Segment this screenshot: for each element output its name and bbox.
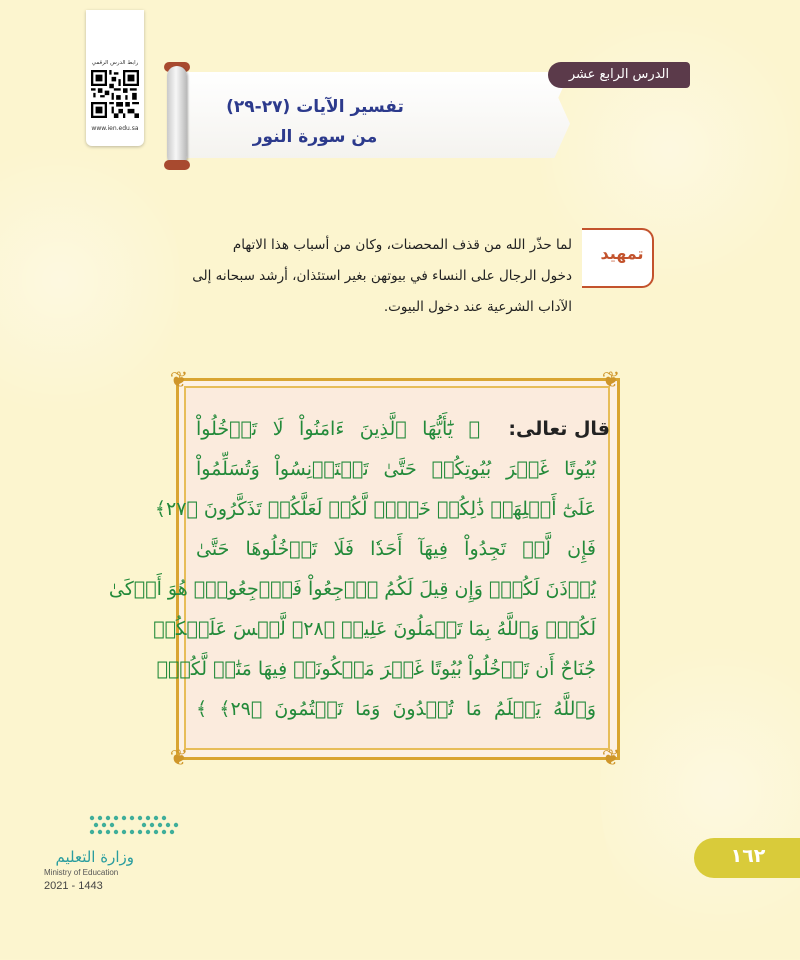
scroll-rod-cap bbox=[164, 160, 190, 170]
ministry-name-en: Ministry of Education bbox=[44, 868, 119, 877]
page-number: ١٦٢ bbox=[730, 845, 766, 867]
verse-line: ﴿ يَٰٓأَيُّهَا ٱلَّذِينَ ءَامَنُواْ لَا تَدۡخُلُواْ bbox=[196, 418, 480, 440]
ornament-corner-icon: ❦ bbox=[601, 746, 621, 771]
verse-frame-inner bbox=[108, 386, 610, 750]
intro-line: لما حذّر الله من قذف المحصنات، وكان من أسباب هذا الاتهام bbox=[232, 237, 572, 253]
verse-line: بُيُوتًا غَيۡرَ بُيُوتِكُمۡ حَتَّىٰ تَسۡتَأۡنِسُواْ وَتُسَلِّمُواْ bbox=[196, 458, 596, 480]
verse-lead: قال تعالى: bbox=[508, 418, 610, 440]
lesson-title bbox=[200, 92, 430, 152]
verse-line: يُؤۡذَنَ لَكُمۡۖ وَإِن قِيلَ لَكُمُ ٱرۡجِعُواْ فَٱرۡجِعُواْۖ هُوَ أَزۡكَىٰ bbox=[108, 578, 596, 600]
qr-code-icon[interactable] bbox=[91, 70, 139, 118]
verse-line: جُنَاحٌ أَن تَدۡخُلُواْ بُيُوتًا غَيۡرَ مَسۡكُونَةٖ فِيهَا مَتَٰعٞ لَّكُمۡۚ bbox=[156, 658, 596, 680]
intro-line: الآداب الشرعية عند دخول البيوت. bbox=[383, 299, 572, 315]
background-ornament bbox=[540, 0, 800, 300]
verse-line: وَٱللَّهُ يَعۡلَمُ مَا تُبۡدُونَ وَمَا تَكۡتُمُونَ ﴿٢٩﴾ ﴾ bbox=[196, 698, 596, 720]
lesson-title-line1: تفسير الآيات (٢٧-٢٩) bbox=[226, 97, 404, 117]
verse-line: لَكُمۡۚ وَٱللَّهُ بِمَا تَعۡمَلُونَ عَلِيمٞ ﴿٢٨﴾ لَّيۡسَ عَلَيۡكُمۡ bbox=[153, 618, 596, 640]
scroll-rod bbox=[167, 66, 187, 166]
lesson-title-line2: من سورة النور bbox=[252, 127, 378, 147]
intro-paragraph bbox=[126, 230, 572, 323]
academic-year: 2021 - 1443 bbox=[44, 880, 103, 892]
qr-card[interactable] bbox=[86, 10, 144, 146]
lesson-badge: الدرس الرابع عشر bbox=[548, 62, 690, 88]
verse-line: فَإِن لَّمۡ تَجِدُواْ فِيهَآ أَحَدٗا فَلَا تَدۡخُلُوهَا حَتَّىٰ bbox=[196, 538, 596, 560]
ornament-corner-icon: ❦ bbox=[601, 368, 621, 393]
qr-url[interactable]: www.ien.edu.sa bbox=[91, 125, 139, 132]
qr-caption: رابط الدرس الرقمي bbox=[91, 60, 139, 66]
intro-label: تمهيد bbox=[600, 244, 644, 263]
ornament-corner-icon: ❦ bbox=[169, 368, 189, 393]
ministry-name-ar: وزارة التعليم bbox=[55, 848, 134, 866]
verse-line: عَلَىٰٓ أَهۡلِهَاۚ ذَٰلِكُمۡ خَيۡرٞ لَّكُمۡ لَعَلَّكُمۡ تَذَكَّرُونَ ﴿٢٧﴾ bbox=[154, 498, 596, 520]
ornament-corner-icon: ❦ bbox=[169, 746, 189, 771]
intro-line: دخول الرجال على النساء في بيوتهن بغير استئذان، أرشد سبحانه إلى bbox=[192, 268, 572, 284]
